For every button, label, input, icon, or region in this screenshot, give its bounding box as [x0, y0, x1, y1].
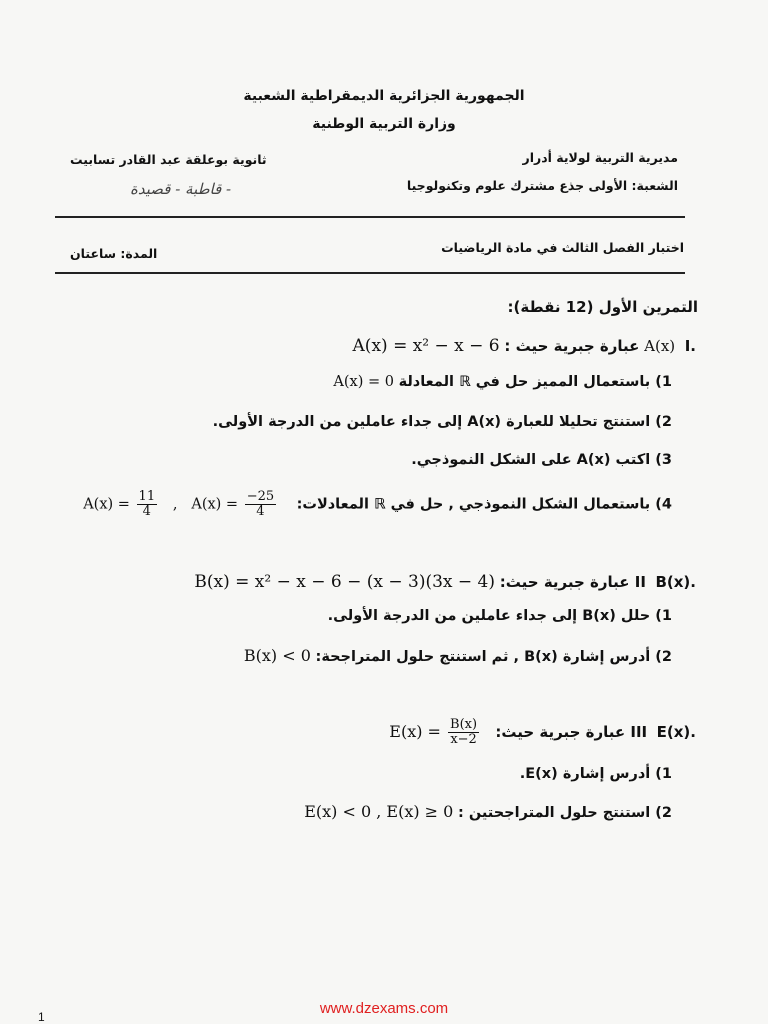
handwritten-note: - قاطبة - قصيدة: [130, 180, 232, 198]
part2-expression: B(x) = x² − x − 6 − (x − 3)(3x − 4): [194, 572, 495, 592]
part1-number: .I: [684, 337, 696, 355]
part1-q4-equations: [83, 490, 278, 519]
part1-question-3: 3) اكتب A(x) على الشكل النموذجي.: [411, 452, 672, 468]
header-divider-top: [55, 216, 685, 218]
part1-q4-label: 4) باستعمال الشكل النموذجي , حل في ℝ المعادلات:: [296, 496, 672, 513]
part3-expression: [389, 718, 481, 747]
part2-statement: [194, 572, 696, 592]
republic-title: الجمهورية الجزائرية الديمقراطية الشعبية: [243, 88, 525, 104]
exercise-heading: التمرين الأول (12 نقطة):: [507, 298, 698, 316]
q4-eq1-fraction: [137, 490, 158, 519]
part3-fraction: [448, 718, 479, 747]
part3-q2-label: 2) استنتج حلول المتراجحتين :: [457, 805, 672, 821]
website-link[interactable]: www.dzexams.com: [319, 1000, 449, 1017]
part2-text: B(x) عبارة جبرية حيث:: [499, 573, 691, 591]
part1-q1-label: 1) باستعمال المميز حل في ℝ المعادلة: [398, 374, 672, 390]
part1-q1-math: A(x) = 0: [333, 374, 394, 390]
part3-q2-math: E(x) < 0 , E(x) ≥ 0: [304, 802, 454, 821]
part2-question-1: 1) حلل B(x) إلى جداء عاملين من الدرجة الأولى.: [327, 608, 672, 624]
part3-statement: [389, 718, 696, 747]
part2-q2-math: B(x) < 0: [243, 646, 311, 665]
part1-expression: A(x) = x² − x − 6: [352, 336, 500, 356]
part3-numerator: B(x): [450, 717, 478, 732]
stream-label: الشعبة: الأولى جذع مشترك علوم وتكنولوجيا: [406, 178, 678, 193]
part1-expr-name: A(x): [644, 337, 676, 355]
part2-q2-label: 2) أدرس إشارة B(x) , ثم استنتج حلول المتراجحة:: [315, 649, 672, 665]
part2-question-2: [244, 646, 672, 665]
part3-denominator: x−2: [450, 732, 477, 747]
part1-question-4: [83, 490, 672, 519]
part2-number: .II: [634, 573, 696, 591]
page-number: 1: [38, 1010, 45, 1024]
q4-eq1-numerator: 11: [138, 489, 156, 504]
q4-eq2-lhs: A(x) =: [191, 496, 239, 513]
q4-separator: ,: [172, 496, 178, 513]
part3-text: E(x) عبارة جبرية حيث:: [495, 723, 691, 741]
part3-question-2: [304, 802, 672, 821]
header-divider-bottom: [55, 272, 685, 274]
exam-duration: المدة: ساعتان: [70, 246, 158, 261]
part3-number: .III: [630, 723, 696, 741]
part1-statement: [353, 336, 696, 356]
school-label: ثانوية بوعلقة عبد القادر تسابيت: [70, 152, 267, 167]
part1-text: عبارة جبرية حيث :: [504, 337, 640, 355]
q4-eq2-denominator: 4: [256, 504, 265, 519]
q4-eq2-numerator: −25: [246, 489, 275, 504]
q4-eq1-denominator: 4: [142, 504, 151, 519]
directorate-label: مديرية التربية لولاية أدرار: [522, 150, 678, 165]
part1-question-2: 2) استنتج تحليلا للعبارة A(x) إلى جداء عاملين من الدرجة الأولى.: [212, 414, 672, 430]
q4-eq1-lhs: A(x) =: [83, 496, 130, 513]
q4-eq2-fraction: [245, 490, 276, 519]
exam-title: اختبار الفصل الثالث في مادة الرياضيات: [441, 240, 684, 255]
part3-expr-lhs: E(x) =: [389, 722, 441, 741]
ministry-title: وزارة التربية الوطنية: [312, 116, 456, 132]
part1-question-1: [333, 374, 672, 390]
part3-question-1: 1) أدرس إشارة E(x).: [519, 766, 672, 782]
